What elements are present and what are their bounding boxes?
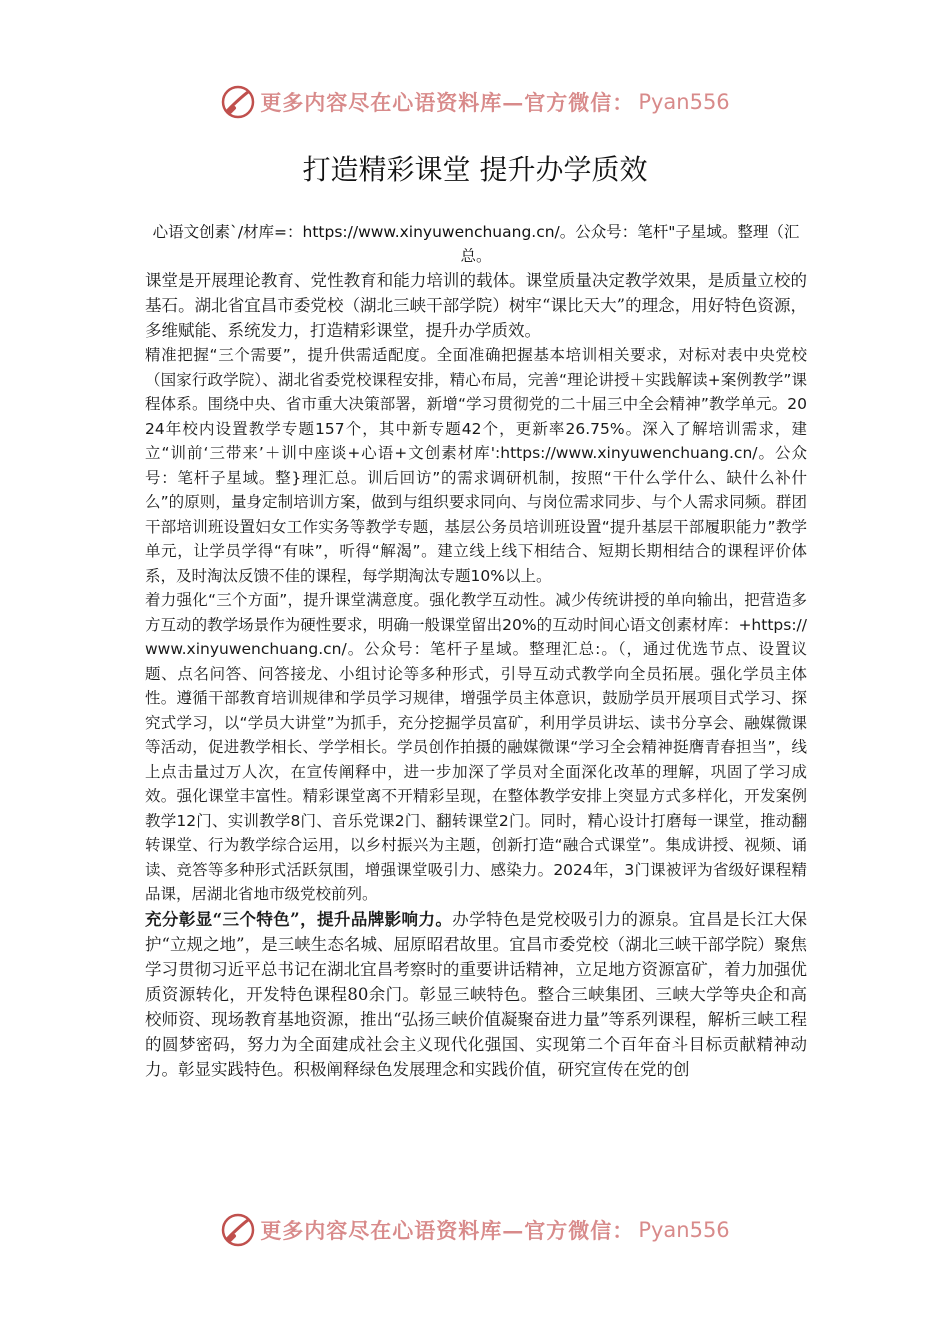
watermark-text: 更多内容尽在心语资料库—官方微信： [260,1218,635,1243]
watermark-banner-bottom [0,1210,950,1250]
brush-logo-icon [220,1212,256,1248]
watermark-wechat-id: Pyan556 [638,90,730,114]
paragraph-3-lead: 充分彰显“三个特色”，提升品牌影响力。 [145,909,453,929]
watermark-banner-top [0,82,950,122]
source-line: 心语文创素`/材库=：https://www.xinyuwenchuang.cn/。公众号：笔杆"子星域。整理（汇总。 [152,223,800,265]
document-title: 打造精彩课堂 提升办学质效 [302,153,648,186]
watermark-wechat-id: Pyan556 [638,1218,730,1242]
brush-logo-icon [220,84,256,120]
document-body [145,268,807,1082]
paragraph-2: 着力强化“三个方面”，提升课堂满意度。强化教学互动性。减少传统讲授的单向输出，把营造多方互动的教学场景作为硬性要求，明确一般课堂留出20%的互动时间心语文创素材库：+https://www.xinyuwenchuang.cn/。公众号：笔杆子星域。整理汇总:。（，通过优选节点、设置议题、点名问答、问答接龙、小组讨论等多种形式，引导互动式教学向全员拓展。强化学员主体性。遵循干部教育培训规律和学员学习规律，增强学员主体意识，鼓励学员开展项目式学习、探究式学习，以“学员大讲堂”为抓手，充分挖掘学员富矿，利用学员讲坛、读书分享会、融媒微课等活动，促进教学相长、学学相长。学员创作拍摄的融媒微课“学习全会精神挺膺青春担当”，线上点击量过万人次，在宣传阐释中，进一步加深了学员对全面深化改革的理解，巩固了学习成效。强化课堂丰富性。精彩课堂离不开精彩呈现，在整体教学安排上突显方式多样化，开发案例教学12门、实训教学8门、音乐党课2门、翻转课堂2门。同时，精心设计打磨每一课堂，推动翻转课堂、行为教学综合运用，以乡村振兴为主题，创新打造“融合式课堂”。集成讲授、视频、诵读、竞答等多种形式活跃氛围，增强课堂吸引力、感染力。2024年，3门课被评为省级好课程精品课，居湖北省地市级党校前列。 [145,591,807,903]
paragraph-1: 精准把握“三个需要”，提升供需适配度。全面准确把握基本培训相关要求，对标对表中央党校（国家行政学院）、湖北省委党校课程安排，精心布局，完善“理论讲授＋实践解读+案例教学”课程体系。围绕中央、省市重大决策部署，新增“学习贯彻党的二十届三中全会精神”教学单元。2024年校内设置教学专题157个，其中新专题42个，更新率26.75%。深入了解培训需求，建立“训前‘三带来’＋训中座谈+心语+文创素材库':https://www.xinyuwenchuang.cn/。公众号：笔杆子星域。整}理汇总。训后回访”的需求调研机制，按照“干什么学什么、缺什么补什么”的原则，量身定制培训方案，做到与组织要求同向、与岗位需求同步、与个人需求同频。群团干部培训班设置妇女工作实务等教学专题，基层公务员培训班设置“提升基层干部履职能力”教学单元，让学员学得“有味”，听得“解渴”。建立线上线下相结合、短期长期相结合的课程评价体系，及时淘汰反馈不佳的课程，每学期淘汰专题10%以上。 [145,346,807,585]
paragraph-3 [145,907,807,1082]
paragraph-intro: 课堂是开展理论教育、党性教育和能力培训的载体。课堂质量决定教学效果，是质量立校的基石。湖北省宜昌市委党校（湖北三峡干部学院）树牢“课比天大”的理念，用好特色资源，多维赋能、系统发力，打造精彩课堂，提升办学质效。 [145,271,807,340]
watermark-text: 更多内容尽在心语资料库—官方微信： [260,90,635,115]
paragraph-3-text: 办学特色是党校吸引力的源泉。宜昌是长江大保护“立规之地”，是三峡生态名城、屈原昭君故里。宜昌市委党校（湖北三峡干部学院）聚焦学习贯彻习近平总书记在湖北宜昌考察时的重要讲话精神，立足地方资源富矿，着力加强优质资源转化，开发特色课程80余门。彰显三峡特色。整合三峡集团、三峡大学等央企和高校师资、现场教育基地资源，推出“弘扬三峡价值凝聚奋进力量”等系列课程，解析三峡工程的圆梦密码，努力为全面建成社会主义现代化强国、实现第二个百年奋斗目标贡献精神动力。彰显实践特色。积极阐释绿色发展理念和实践价值，研究宣传在党的创 [145,909,808,1079]
